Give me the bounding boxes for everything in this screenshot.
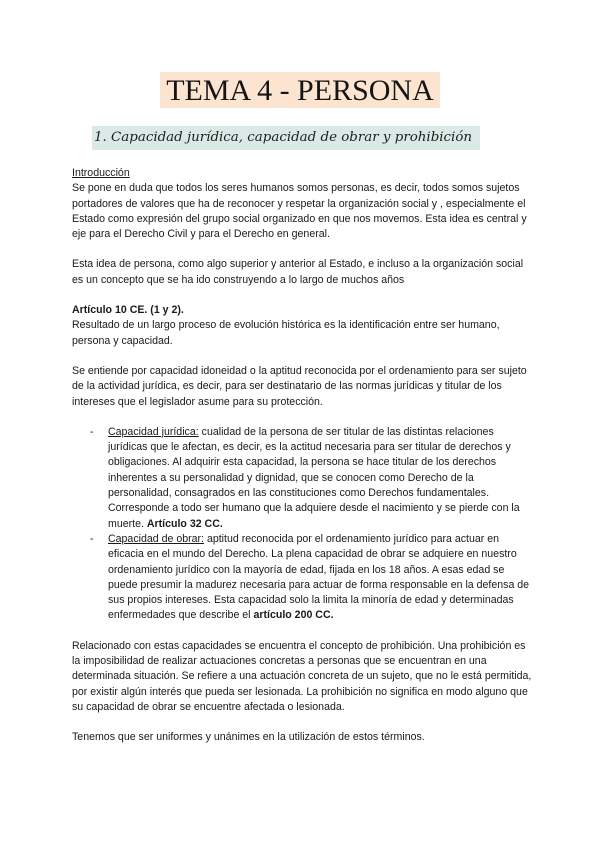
- article-10-paragraph: Resultado de un largo proceso de evolución histórica es la identificación entre ser humano, persona y capacidad.: [72, 319, 500, 347]
- article-10-heading: Artículo 10 CE. (1 y 2).: [72, 304, 184, 317]
- prohibition-paragraph: Relacionado con estas capacidades se encuentra el concepto de prohibición. Una prohibición es la imposibilidad de realizar actuaciones concretas a personas que se encuentran en una determinada situación. Se refiere a una actuación concreta de un sujeto, que no le está permitida, por existir algún interés que pueda ser lesionada. La prohibición no significa en modo alguno que su capacidad de obrar se encuentre afectada o lesionada.: [72, 639, 532, 713]
- title-container: [0, 72, 600, 108]
- term-capacidad-juridica: Capacidad jurídica:: [108, 425, 199, 438]
- term-capacidad-obrar: Capacidad de obrar:: [108, 532, 204, 545]
- document-body: [72, 166, 532, 746]
- page-title: TEMA 4 - PERSONA: [160, 72, 440, 108]
- reference-articulo-200: artículo 200 CC.: [253, 609, 334, 622]
- bullet-text: [108, 532, 532, 624]
- intro-paragraph-1: Se pone en duda que todos los seres humanos somos personas, es decir, todos somos sujetos portadores de valores que ha de reconocer y respetar la organización social y , especialmente el Estado como expresión del grupo social organizado en que nos movemos. Esta idea es central y eje para el Derecho Civil y para el Derecho en general.: [72, 182, 527, 241]
- reference-articulo-32: Artículo 32 CC.: [146, 517, 223, 530]
- list-item-capacidad-obrar: [90, 532, 532, 624]
- intro-heading: Introducción: [72, 167, 130, 179]
- definition-capacidad-obrar: aptitud reconocida por el ordenamiento jurídico para actuar en eficacia en el mundo del Derecho. La plena capacidad de obrar se adquiere en nuestro ordenamiento jurídico con la mayoría de edad, fijada en los 18 años. A esas edad se puede presumir la madurez necesaria para actuar de forma responsable en la defensa de sus propios intereses. Esta capacidad solo la limita la minoría de edad y determinadas enfermedades que describe el: [108, 532, 530, 622]
- bullet-dash: -: [90, 532, 94, 545]
- capacity-paragraph: Se entiende por capacidad idoneidad o la aptitud reconocida por el ordenamiento para ser sujeto de la actividad jurídica, es decir, para ser destinatario de las normas jurídicas y titular de los intereses que el legislador asume para su protección.: [72, 364, 527, 408]
- section-subtitle: 1. Capacidad jurídica, capacidad de obrar y prohibición: [92, 126, 480, 150]
- definition-capacidad-juridica: cualidad de la persona de ser titular de las distintas relaciones jurídicas que le afectan, es decir, es la actitud necesaria para ser titular de derechos y obligaciones. Al adquirir esta capacidad, la persona se hace titular de los derechos inherentes a su personalidad y dignidad, que se conocen como Derecho de la personalidad, consagrados en las constituciones como Derechos fundamentales. Corresponde a todo ser humano que la adquiere desde el nacimiento y se pierde con la muerte.: [108, 425, 520, 530]
- subtitle-container: [92, 126, 480, 150]
- bullet-dash: -: [90, 425, 94, 438]
- intro-paragraph-2: Esta idea de persona, como algo superior y anterior al Estado, e incluso a la organización social es un concepto que se ha ido construyendo a lo largo de muchos años: [72, 258, 524, 286]
- list-item-capacidad-juridica: [90, 425, 532, 532]
- closing-paragraph: Tenemos que ser uniformes y unánimes en la utilización de estos términos.: [72, 731, 425, 744]
- bullet-text: [108, 425, 532, 532]
